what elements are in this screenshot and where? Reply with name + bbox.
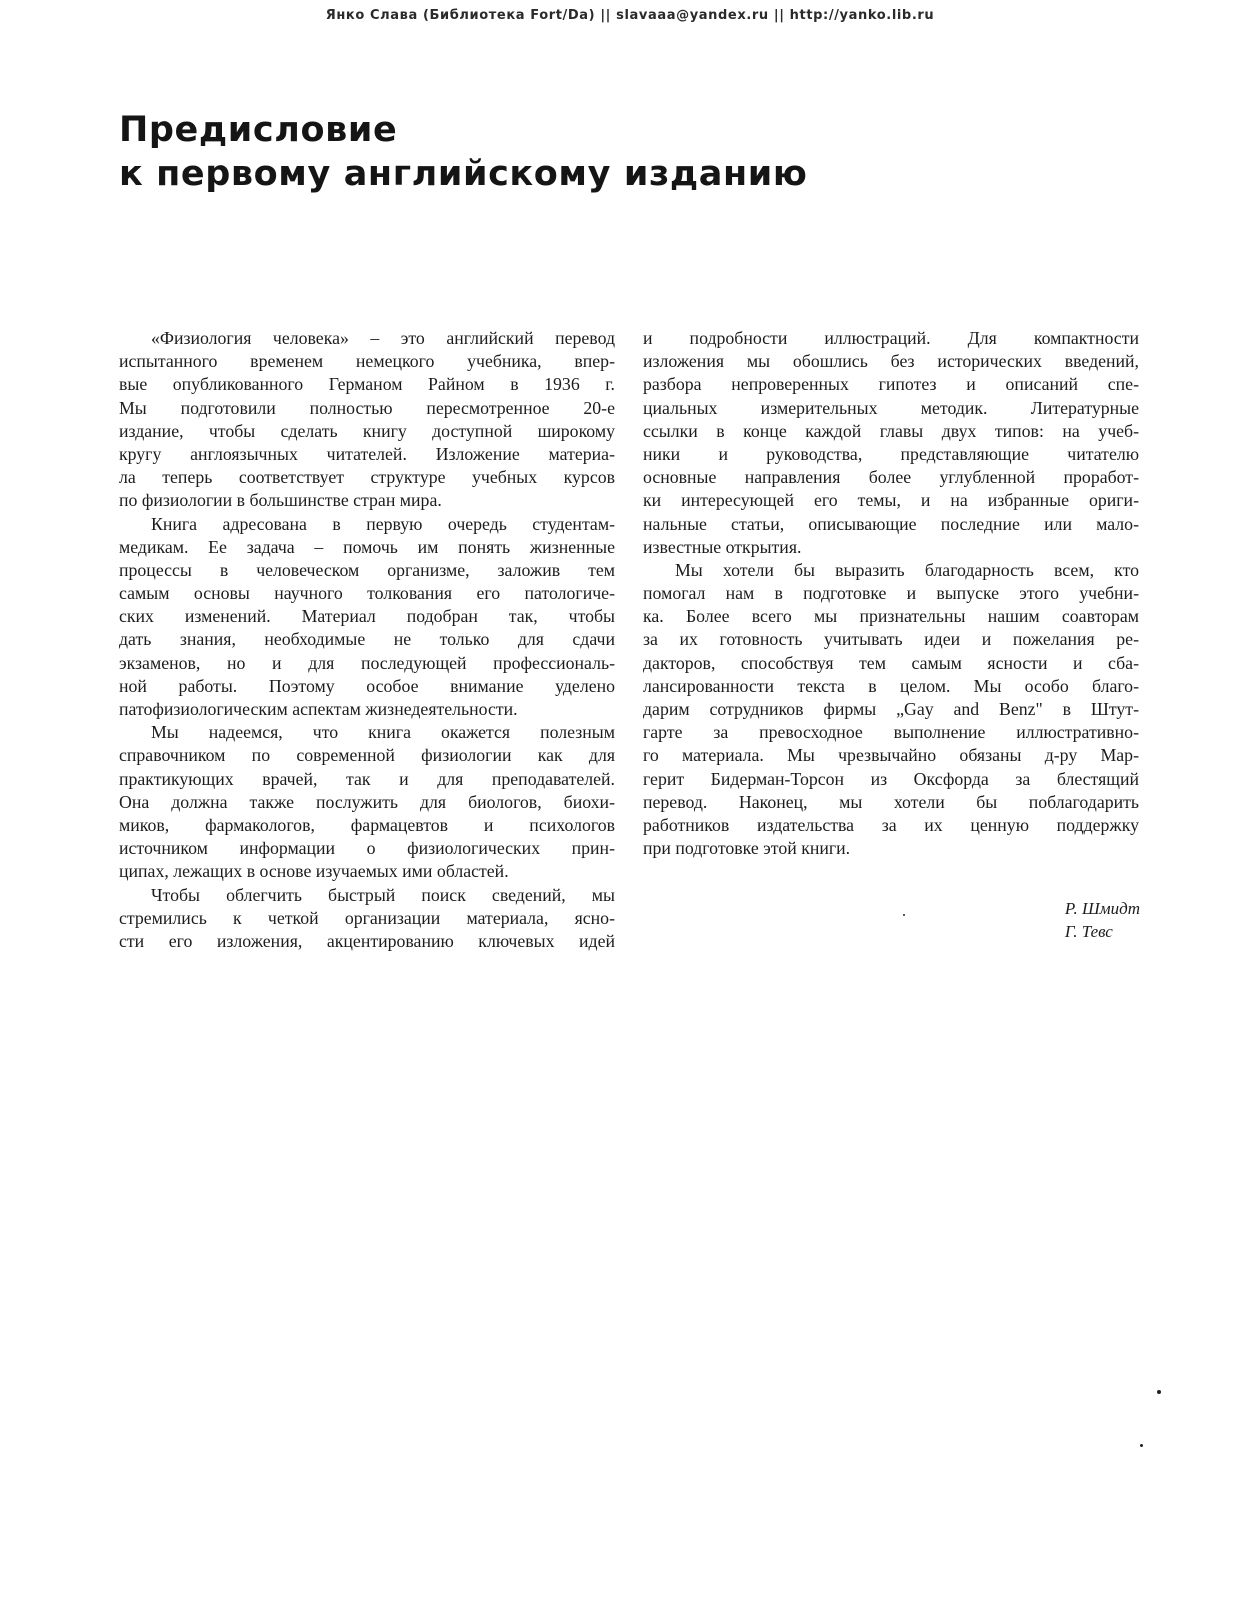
text-line: основные направления более углубленной проработ- bbox=[643, 467, 1139, 488]
text-line: издание, чтобы сделать книгу доступной широкому bbox=[119, 420, 615, 441]
text-line: при подготовке этой книги. bbox=[643, 838, 851, 859]
text-line: дакторов, способствуя тем самым ясности и сба- bbox=[643, 652, 1139, 673]
text-line: кругу англоязычных читателей. Изложение материа- bbox=[119, 443, 615, 464]
text-line: вые опубликованного Германом Райном в 1936 г. bbox=[119, 374, 615, 395]
text-line: нальные статьи, описывающие последние или мало- bbox=[643, 513, 1139, 534]
text-line: Чтобы облегчить быстрый поиск сведений, мы bbox=[151, 884, 615, 905]
header-source-line: Янко Слава (Библиотека Fort/Da) || slavaaa@yandex.ru || http://yanko.lib.ru bbox=[325, 8, 935, 23]
text-line: ссылки в конце каждой главы двух типов: на учеб- bbox=[643, 420, 1139, 441]
text-line: дарим сотрудников фирмы „Gay and Benz" в Штут- bbox=[643, 699, 1139, 719]
text-line: го материала. Мы чрезвычайно обязаны д-ру Мар- bbox=[643, 745, 1139, 766]
text-line: Мы подготовили полностью пересмотренное 20-е bbox=[119, 397, 615, 418]
text-line: работников издательства за их ценную поддержку bbox=[643, 814, 1139, 835]
text-line: Мы надеемся, что книга окажется полезным bbox=[151, 722, 615, 743]
text-line: ских изменений. Материал подобран так, чтобы bbox=[119, 606, 615, 627]
page-title bbox=[119, 108, 1139, 196]
text-line: перевод. Наконец, мы хотели бы поблагодарить bbox=[643, 791, 1139, 812]
text-line: и подробности иллюстраций. Для компактности bbox=[643, 328, 1139, 348]
scan-speck bbox=[1157, 1390, 1161, 1394]
signatures bbox=[1065, 897, 1140, 943]
scan-speck bbox=[903, 914, 905, 916]
text-line: практикующих врачей, так и для преподавателей. bbox=[119, 768, 615, 789]
text-line: Книга адресована в первую очередь студентам- bbox=[151, 513, 615, 534]
text-line: медикам. Ее задача – помочь им понять жизненные bbox=[119, 536, 615, 557]
body-columns bbox=[119, 327, 1140, 967]
text-line: ники и руководства, представляющие читателю bbox=[643, 443, 1139, 464]
signature-author-1: Р. Шмидт bbox=[1064, 899, 1140, 918]
text-line: патофизиологическим аспектам жизнедеятельности. bbox=[119, 699, 518, 719]
text-line: процессы в человеческом организме, заложив тем bbox=[119, 559, 615, 580]
text-line: ка. Более всего мы признательны нашим соавторам bbox=[643, 606, 1139, 627]
text-line: ципах, лежащих в основе изучаемых ими областей. bbox=[119, 861, 509, 882]
right-column bbox=[643, 327, 1139, 860]
text-line: по физиологии в большинстве стран мира. bbox=[119, 490, 442, 511]
title-line-2: к первому английскому изданию bbox=[119, 154, 808, 194]
text-line: циальных измерительных методик. Литературные bbox=[643, 397, 1139, 418]
text-line: гарте за превосходное выполнение иллюстративно- bbox=[643, 722, 1139, 743]
text-line: Мы хотели бы выразить благодарность всем, кто bbox=[675, 559, 1139, 580]
text-line: справочником по современной физиологии как для bbox=[119, 745, 615, 766]
text-line: герит Бидерман-Торсон из Оксфорда за блестящий bbox=[643, 768, 1139, 789]
text-line: за их готовность учитывать идеи и пожелания ре- bbox=[643, 629, 1139, 650]
text-line: ной работы. Поэтому особое внимание уделено bbox=[119, 675, 615, 696]
text-line: изложения мы обошлись без исторических введений, bbox=[643, 351, 1139, 372]
text-line: сти его изложения, акцентированию ключевых идей bbox=[119, 930, 615, 951]
left-column bbox=[119, 327, 615, 953]
signature-author-2: Г. Тевс bbox=[1064, 922, 1113, 941]
text-line: «Физиология человека» – это английский перевод bbox=[151, 328, 615, 348]
text-line: известные открытия. bbox=[643, 536, 802, 557]
text-line: дать знания, необходимые не только для сдачи bbox=[119, 629, 615, 650]
text-line: стремились к четкой организации материала, ясно- bbox=[119, 907, 615, 928]
title-line-1: Предисловие bbox=[119, 110, 398, 150]
text-line: экзаменов, но и для последующей профессиональ- bbox=[119, 652, 615, 673]
text-line: лансированности текста в целом. Мы особо благо- bbox=[643, 675, 1139, 696]
text-line: ла теперь соответствует структуре учебных курсов bbox=[119, 467, 615, 488]
text-line: самым основы научного толкования его патологиче- bbox=[119, 583, 615, 604]
text-line: помогал нам в подготовке и выпуске этого учебни- bbox=[643, 583, 1139, 604]
text-line: испытанного временем немецкого учебника, впер- bbox=[119, 351, 615, 372]
text-line: Она должна также послужить для биологов, биохи- bbox=[119, 791, 615, 812]
text-line: источником информации о физиологических прин- bbox=[119, 838, 615, 859]
text-line: разбора непроверенных гипотез и описаний спе- bbox=[643, 374, 1139, 395]
text-line: ки интересующей его темы, и на избранные ориги- bbox=[643, 490, 1139, 511]
text-line: миков, фармакологов, фармацевтов и психологов bbox=[119, 814, 615, 835]
scan-speck bbox=[1140, 1444, 1143, 1447]
